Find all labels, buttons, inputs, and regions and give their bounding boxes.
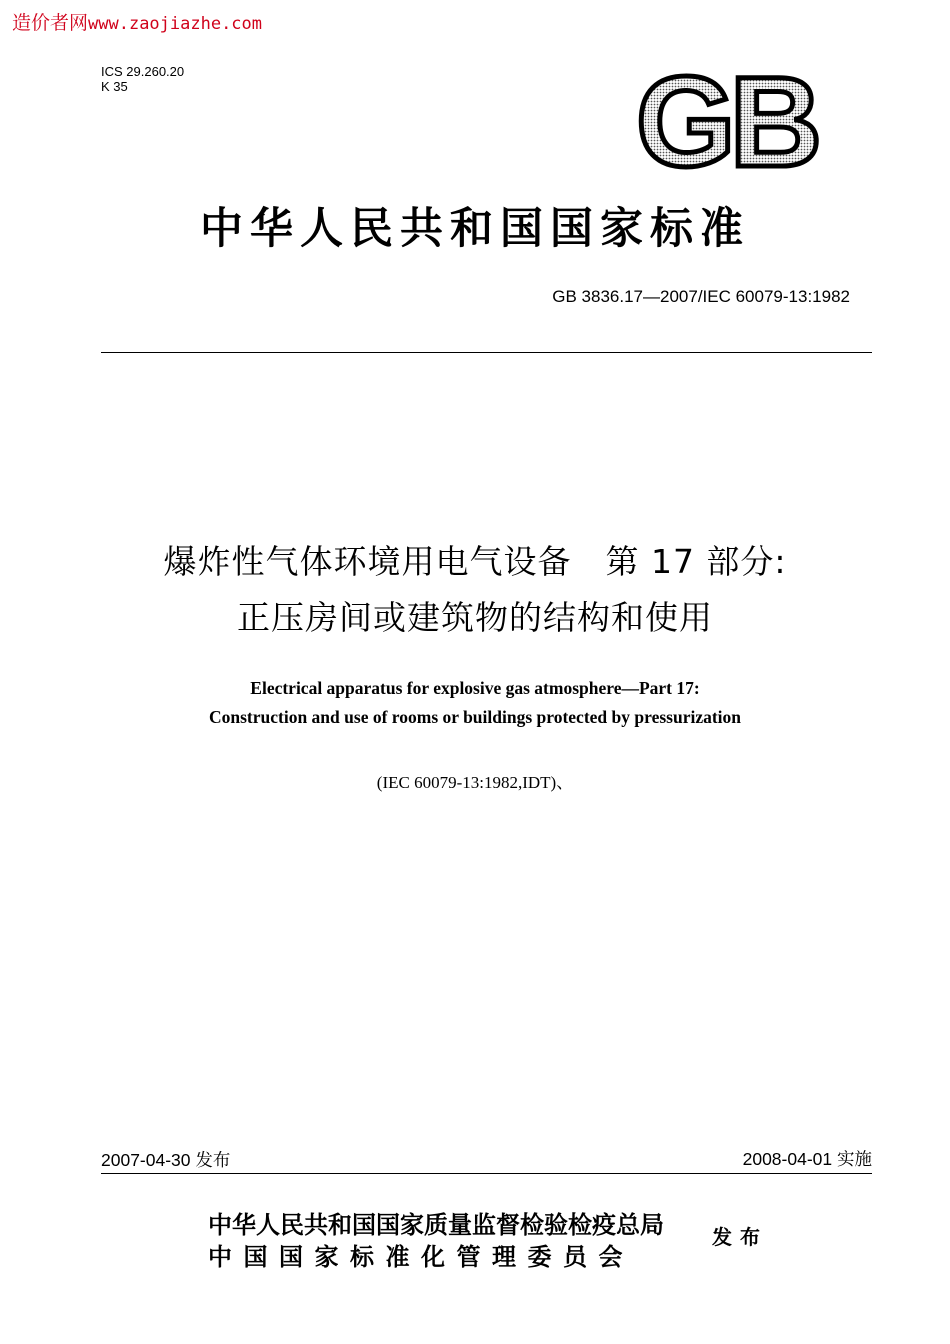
issue-date: 2007-04-30 发布	[101, 1150, 231, 1170]
title-cn-line1: 爆炸性气体环境用电气设备 第 17 部分:	[163, 542, 787, 581]
title-en-line2: Construction and use of rooms or buildings protected by pressurization	[208, 707, 742, 727]
ccs-code: K 35	[101, 79, 128, 94]
publish-label: 发布	[712, 1225, 768, 1249]
watermark-site-name: 造价者网	[12, 12, 89, 34]
top-divider	[101, 352, 872, 353]
standard-number: GB 3836.17—2007/IEC 60079-13:1982	[552, 287, 850, 306]
title-en-line1: Electrical apparatus for explosive gas atmosphere—Part 17:	[250, 678, 700, 698]
gb-logo-text: GB	[636, 70, 816, 174]
gb-logo	[632, 70, 820, 174]
national-standard-title: 中华人民共和国国家标准	[200, 204, 750, 254]
equivalence-note: (IEC 60079-13:1982,IDT)、	[376, 773, 574, 792]
issuer-line2: 中国国家标准化管理委员会	[208, 1242, 634, 1271]
bottom-divider	[101, 1173, 872, 1174]
gb-logo-graphic	[632, 70, 820, 174]
implementation-date: 2008-04-01 实施	[742, 1149, 872, 1169]
title-cn-line2: 正压房间或建筑物的结构和使用	[237, 598, 713, 637]
ics-code: ICS 29.260.20	[101, 64, 185, 79]
watermark	[12, 8, 262, 35]
issuer-line1: 中华人民共和国国家质量监督检验检疫总局	[208, 1210, 664, 1239]
classification-codes	[101, 64, 184, 94]
watermark-url[interactable]: www.zaojiazhe.com	[88, 14, 263, 34]
